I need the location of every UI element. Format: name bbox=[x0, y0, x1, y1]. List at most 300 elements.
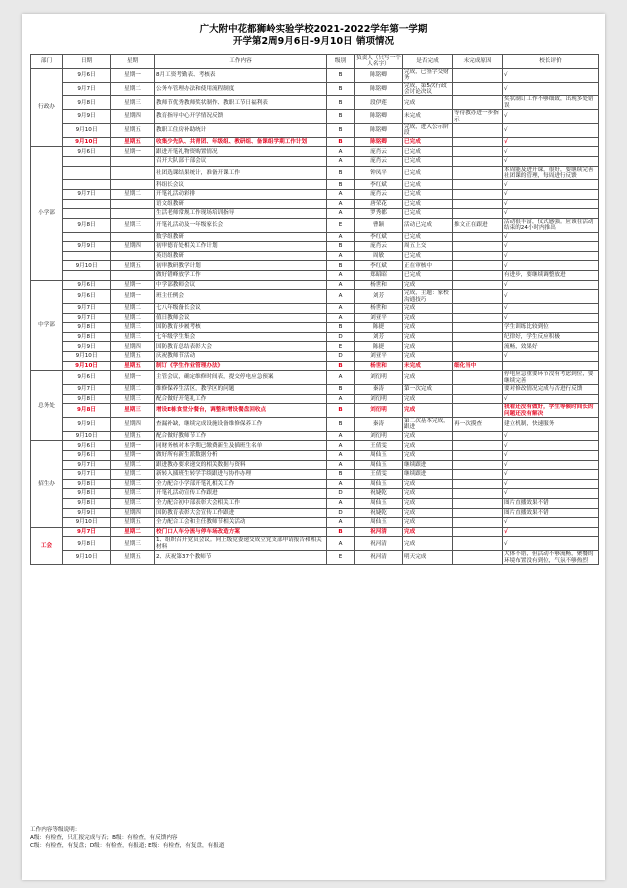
page-title bbox=[22, 24, 605, 48]
dept-cell: 行政办 bbox=[31, 68, 63, 147]
date-cell: 9月6日 bbox=[63, 451, 111, 461]
table-row bbox=[31, 180, 599, 190]
status-cell: 已完成 bbox=[403, 209, 453, 219]
status-cell: 已完成 bbox=[403, 232, 453, 242]
weekday-cell: 星期二 bbox=[111, 460, 155, 470]
date-cell bbox=[63, 232, 111, 242]
content-cell: 教师节优秀教师奖状制作、教职工节日福利表 bbox=[155, 96, 327, 110]
owner-cell: 陈铭卿 bbox=[355, 110, 403, 124]
reason-cell bbox=[453, 394, 503, 404]
table-row bbox=[31, 242, 599, 252]
content-cell: 校门口人车分流与停车场改造方案 bbox=[155, 527, 327, 537]
table-row bbox=[31, 166, 599, 180]
table-row bbox=[31, 209, 599, 219]
eval-cell: 图片直播效果不错 bbox=[503, 498, 599, 508]
reason-cell bbox=[453, 451, 503, 461]
eval-cell: √ bbox=[503, 190, 599, 200]
dept-cell: 工会 bbox=[31, 527, 63, 564]
eval-cell: √ bbox=[503, 232, 599, 242]
date-cell: 9月6日 bbox=[63, 371, 111, 385]
reason-cell: 再一次摸查 bbox=[453, 418, 503, 432]
table-row bbox=[31, 460, 599, 470]
level-cell: B bbox=[327, 110, 355, 124]
owner-cell: 陈铭卿 bbox=[355, 82, 403, 96]
reason-cell bbox=[453, 180, 503, 190]
level-cell: B bbox=[327, 385, 355, 395]
level-notes bbox=[30, 826, 224, 850]
weekday-cell: 星期一 bbox=[111, 147, 155, 157]
level-cell: B bbox=[327, 470, 355, 480]
content-cell: 查漏补缺，继续完成设施设备维修保养工作 bbox=[155, 418, 327, 432]
table-row bbox=[31, 271, 599, 281]
document-page bbox=[22, 14, 605, 880]
eval-cell: 流畅，效果好 bbox=[503, 342, 599, 352]
reason-cell bbox=[453, 527, 503, 537]
reason-cell bbox=[453, 242, 503, 252]
level-cell: A bbox=[327, 304, 355, 314]
content-cell: 主管会议，确定维修时间表，提交停电应急预案 bbox=[155, 371, 327, 385]
eval-cell: √ bbox=[503, 180, 599, 190]
table-row bbox=[31, 385, 599, 395]
weekday-cell: 星期二 bbox=[111, 190, 155, 200]
level-cell: E bbox=[327, 218, 355, 232]
owner-cell: 陈铭卿 bbox=[355, 124, 403, 138]
weekday-cell bbox=[111, 180, 155, 190]
owner-cell: 刘亚平 bbox=[355, 313, 403, 323]
eval-cell: √ bbox=[503, 110, 599, 124]
date-cell bbox=[63, 271, 111, 281]
status-cell: 完成 bbox=[403, 323, 453, 333]
status-cell: 完成 bbox=[403, 441, 453, 451]
dept-cell: 中学部 bbox=[31, 280, 63, 371]
level-cell: B bbox=[327, 180, 355, 190]
owner-cell: 祝河清 bbox=[355, 551, 403, 565]
table-row bbox=[31, 479, 599, 489]
level-cell: A bbox=[327, 479, 355, 489]
content-cell: 召开大队部干部会议 bbox=[155, 157, 327, 167]
owner-cell: 钟凤平 bbox=[355, 166, 403, 180]
date-cell: 9月7日 bbox=[63, 82, 111, 96]
table-row bbox=[31, 290, 599, 304]
content-cell: 七八年级备长会议 bbox=[155, 304, 327, 314]
table-row bbox=[31, 489, 599, 499]
date-cell: 9月8日 bbox=[63, 394, 111, 404]
content-cell: 语文组教研 bbox=[155, 199, 327, 209]
owner-cell: 陈铭卿 bbox=[355, 137, 403, 147]
content-cell: 8月工资考勤表、考核表 bbox=[155, 68, 327, 82]
content-cell: 值日教师会议 bbox=[155, 313, 327, 323]
reason-cell bbox=[453, 166, 503, 180]
content-cell: 维修保养生活区，教学区的问题 bbox=[155, 385, 327, 395]
level-cell: A bbox=[327, 518, 355, 528]
content-cell: 配合做好教师节工作 bbox=[155, 431, 327, 441]
level-cell: A bbox=[327, 537, 355, 551]
eval-cell: √ bbox=[503, 209, 599, 219]
date-cell: 9月9日 bbox=[63, 110, 111, 124]
table-body bbox=[31, 68, 599, 564]
weekday-cell: 星期一 bbox=[111, 68, 155, 82]
level-cell: A bbox=[327, 209, 355, 219]
reason-cell bbox=[453, 431, 503, 441]
level-cell: B bbox=[327, 124, 355, 138]
content-cell: 班主任例会 bbox=[155, 290, 327, 304]
level-cell: A bbox=[327, 147, 355, 157]
content-cell: 初审德育处相关工作计划 bbox=[155, 242, 327, 252]
reason-cell bbox=[453, 68, 503, 82]
reason-cell bbox=[453, 508, 503, 518]
content-cell: 中学部教师会议 bbox=[155, 280, 327, 290]
status-cell: 正在审核中 bbox=[403, 261, 453, 271]
level-cell: A bbox=[327, 451, 355, 461]
owner-cell: 秦涛 bbox=[355, 418, 403, 432]
level-cell: B bbox=[327, 261, 355, 271]
date-cell: 9月10日 bbox=[63, 361, 111, 371]
date-cell: 9月10日 bbox=[63, 551, 111, 565]
content-cell: 初审教研教学计划 bbox=[155, 261, 327, 271]
level-cell: A bbox=[327, 199, 355, 209]
owner-cell: 刘衍明 bbox=[355, 394, 403, 404]
table-row bbox=[31, 280, 599, 290]
status-cell: 完成 bbox=[403, 304, 453, 314]
status-cell: 未完成 bbox=[403, 110, 453, 124]
content-cell: 增设E栋食堂分餐台，调整和增设餐盘回收点 bbox=[155, 404, 327, 418]
weekday-cell: 星期三 bbox=[111, 404, 155, 418]
weekday-cell bbox=[111, 157, 155, 167]
eval-cell bbox=[503, 361, 599, 371]
date-cell: 9月10日 bbox=[63, 137, 111, 147]
table-row bbox=[31, 323, 599, 333]
weekday-cell: 星期三 bbox=[111, 218, 155, 232]
table-row bbox=[31, 441, 599, 451]
content-cell: 庆祝教师节活动 bbox=[155, 352, 327, 362]
content-cell: 跟进开笔礼物资购置情况 bbox=[155, 147, 327, 157]
level-cell: E bbox=[327, 342, 355, 352]
date-cell: 9月8日 bbox=[63, 404, 111, 418]
eval-cell: 大体不错，但活动不够流畅，聚餐的环境布置没有到位，气氛不够热烈 bbox=[503, 551, 599, 565]
table-row bbox=[31, 304, 599, 314]
content-cell: 跟进教办要求递交的相关数据与资料 bbox=[155, 460, 327, 470]
status-cell: 已完成 bbox=[403, 199, 453, 209]
content-cell: 科组长会议 bbox=[155, 180, 327, 190]
reason-cell bbox=[453, 96, 503, 110]
content-cell: 七年级学生集会 bbox=[155, 332, 327, 342]
eval-cell: 建立机制，快速服务 bbox=[503, 418, 599, 432]
date-cell: 9月8日 bbox=[63, 479, 111, 489]
reason-cell bbox=[453, 313, 503, 323]
owner-cell: 秦涛 bbox=[355, 385, 403, 395]
owner-cell: 周仙玉 bbox=[355, 498, 403, 508]
eval-cell: 本周能及进开课，很好，要继续完善社团课的管理，每周进行反馈 bbox=[503, 166, 599, 180]
notes-line-1: 工作内容等级说明： bbox=[30, 827, 81, 833]
reason-cell bbox=[453, 371, 503, 385]
date-cell: 9月7日 bbox=[63, 385, 111, 395]
status-cell: 已完成 bbox=[403, 137, 453, 147]
reason-cell bbox=[453, 147, 503, 157]
date-cell: 9月9日 bbox=[63, 342, 111, 352]
date-cell: 9月6日 bbox=[63, 68, 111, 82]
level-cell: B bbox=[327, 361, 355, 371]
content-cell: 全力配合小学部开笔礼相关工作 bbox=[155, 479, 327, 489]
eval-cell: √ bbox=[503, 527, 599, 537]
table-row bbox=[31, 371, 599, 385]
table-row bbox=[31, 137, 599, 147]
table-row bbox=[31, 232, 599, 242]
weekday-cell bbox=[111, 232, 155, 242]
reason-cell: 等待教办进一步指示 bbox=[453, 110, 503, 124]
level-cell: A bbox=[327, 394, 355, 404]
level-cell: B bbox=[327, 323, 355, 333]
eval-cell: 有进步，要继续调整放进 bbox=[503, 271, 599, 281]
owner-cell: 杨世和 bbox=[355, 280, 403, 290]
weekday-cell: 星期五 bbox=[111, 361, 155, 371]
reason-cell bbox=[453, 271, 503, 281]
date-cell bbox=[63, 199, 111, 209]
reason-cell bbox=[453, 280, 503, 290]
weekday-cell: 星期二 bbox=[111, 304, 155, 314]
owner-cell: 周仙玉 bbox=[355, 460, 403, 470]
date-cell: 9月8日 bbox=[63, 323, 111, 333]
content-cell: 生活老师常规工作现场培训指导 bbox=[155, 209, 327, 219]
eval-cell: √ bbox=[503, 290, 599, 304]
level-cell: D bbox=[327, 508, 355, 518]
table-row bbox=[31, 157, 599, 167]
table-row bbox=[31, 110, 599, 124]
date-cell: 9月6日 bbox=[63, 147, 111, 157]
reason-cell bbox=[453, 489, 503, 499]
eval-cell: √ bbox=[503, 394, 599, 404]
status-cell: 完成 bbox=[403, 479, 453, 489]
eval-cell: √ bbox=[503, 124, 599, 138]
owner-cell: 祝婕乾 bbox=[355, 489, 403, 499]
content-cell: 教育指导中心开学情况反馈 bbox=[155, 110, 327, 124]
header-date: 日期 bbox=[63, 55, 111, 69]
status-cell: 完成 bbox=[403, 280, 453, 290]
owner-cell: 周仙玉 bbox=[355, 479, 403, 489]
eval-cell: √ bbox=[503, 199, 599, 209]
weekday-cell: 星期一 bbox=[111, 290, 155, 304]
status-cell: 第二次基本完成，跟进 bbox=[403, 418, 453, 432]
date-cell: 9月8日 bbox=[63, 537, 111, 551]
level-cell: A bbox=[327, 498, 355, 508]
date-cell: 9月6日 bbox=[63, 290, 111, 304]
reason-cell bbox=[453, 251, 503, 261]
owner-cell: 周敏 bbox=[355, 251, 403, 261]
status-cell: 完成 bbox=[403, 313, 453, 323]
weekday-cell bbox=[111, 209, 155, 219]
eval-cell: √ bbox=[503, 304, 599, 314]
level-cell: B bbox=[327, 82, 355, 96]
weekday-cell: 星期五 bbox=[111, 518, 155, 528]
reason-cell bbox=[453, 352, 503, 362]
content-cell: 同财务核对本学期已缴费新生及插班生名单 bbox=[155, 441, 327, 451]
table-row bbox=[31, 124, 599, 138]
reason-cell bbox=[453, 261, 503, 271]
level-cell: A bbox=[327, 431, 355, 441]
weekday-cell: 星期一 bbox=[111, 280, 155, 290]
table-row bbox=[31, 551, 599, 565]
content-cell: 开笔礼活动彩排 bbox=[155, 190, 327, 200]
status-cell: 已完成 bbox=[403, 166, 453, 180]
content-cell: 公务车管理办法和使用流程制度 bbox=[155, 82, 327, 96]
header-owner: 负责人（只写一个人名字） bbox=[356, 55, 401, 68]
weekday-cell: 星期三 bbox=[111, 323, 155, 333]
table-row bbox=[31, 332, 599, 342]
level-cell: B bbox=[327, 527, 355, 537]
owner-cell: 刘芳 bbox=[355, 332, 403, 342]
status-cell: 完成 bbox=[403, 527, 453, 537]
weekday-cell bbox=[111, 271, 155, 281]
status-cell: 明天完成 bbox=[403, 551, 453, 565]
table-row bbox=[31, 313, 599, 323]
weekday-cell: 星期五 bbox=[111, 124, 155, 138]
level-cell: B bbox=[327, 68, 355, 82]
content-cell: 2、庆祝第37个教师节 bbox=[155, 551, 327, 565]
owner-cell: 王倩雯 bbox=[355, 441, 403, 451]
level-cell: E bbox=[327, 551, 355, 565]
reason-cell bbox=[453, 404, 503, 418]
eval-cell: √ bbox=[503, 479, 599, 489]
eval-cell: 活动很丰富，仪式感强。应该在活动结束的24小时内推出 bbox=[503, 218, 599, 232]
dept-cell: 小学部 bbox=[31, 147, 63, 280]
date-cell: 9月7日 bbox=[63, 304, 111, 314]
date-cell: 9月8日 bbox=[63, 489, 111, 499]
reason-cell bbox=[453, 232, 503, 242]
date-cell bbox=[63, 180, 111, 190]
table-row bbox=[31, 404, 599, 418]
date-cell: 9月8日 bbox=[63, 498, 111, 508]
content-cell: 国防教育步履考核 bbox=[155, 323, 327, 333]
weekday-cell: 星期三 bbox=[111, 332, 155, 342]
eval-cell: √ bbox=[503, 441, 599, 451]
level-cell: D bbox=[327, 352, 355, 362]
table-row bbox=[31, 261, 599, 271]
header-dept: 部门 bbox=[31, 55, 63, 69]
date-cell: 9月7日 bbox=[63, 190, 111, 200]
status-cell: 第一次完成 bbox=[403, 385, 453, 395]
status-cell: 完成，进入公示阶段 bbox=[403, 124, 453, 138]
eval-cell: √ bbox=[503, 68, 599, 82]
eval-cell: 我看还没有做好，学生等候时间长的问题还没有解决 bbox=[503, 404, 599, 418]
owner-cell: 庞肖云 bbox=[355, 242, 403, 252]
status-cell: 完成 bbox=[403, 451, 453, 461]
table-row bbox=[31, 537, 599, 551]
date-cell bbox=[63, 251, 111, 261]
weekday-cell: 星期四 bbox=[111, 508, 155, 518]
dept-cell: 招生办 bbox=[31, 441, 63, 527]
content-cell: 全力配合工会和主任教师节相关活动 bbox=[155, 518, 327, 528]
eval-cell: 停电应急重要环节没有考虑到位，要继续完善 bbox=[503, 371, 599, 385]
level-cell: A bbox=[327, 280, 355, 290]
eval-cell: √ bbox=[503, 280, 599, 290]
date-cell: 9月9日 bbox=[63, 242, 111, 252]
owner-cell: 郑昭昭 bbox=[355, 271, 403, 281]
reason-cell bbox=[453, 137, 503, 147]
content-cell: 国防教育表彰大会宣传工作跟进 bbox=[155, 508, 327, 518]
date-cell: 9月10日 bbox=[63, 518, 111, 528]
reason-cell bbox=[453, 551, 503, 565]
owner-cell: 刘衍明 bbox=[355, 431, 403, 441]
owner-cell: 杨世和 bbox=[355, 361, 403, 371]
owner-cell: 庞肖云 bbox=[355, 147, 403, 157]
status-cell: 完成 bbox=[403, 508, 453, 518]
reason-cell bbox=[453, 124, 503, 138]
status-cell: 完成 bbox=[403, 404, 453, 418]
reason-cell bbox=[453, 332, 503, 342]
weekday-cell: 星期四 bbox=[111, 342, 155, 352]
owner-cell: 李红斌 bbox=[355, 232, 403, 242]
eval-cell: √ bbox=[503, 313, 599, 323]
weekday-cell: 星期五 bbox=[111, 261, 155, 271]
table-row bbox=[31, 218, 599, 232]
reason-cell bbox=[453, 460, 503, 470]
eval-cell: √ bbox=[503, 518, 599, 528]
header-status: 是否完成 bbox=[403, 55, 453, 69]
weekday-cell: 星期三 bbox=[111, 489, 155, 499]
eval-cell: 要对修改情况完成与否进行反馈 bbox=[503, 385, 599, 395]
level-cell: D bbox=[327, 489, 355, 499]
content-cell: 开笔礼活动宣传工作跟进 bbox=[155, 489, 327, 499]
date-cell: 9月7日 bbox=[63, 470, 111, 480]
status-cell: 完成 bbox=[403, 96, 453, 110]
status-cell: 完成 bbox=[403, 537, 453, 551]
date-cell: 9月8日 bbox=[63, 218, 111, 232]
title-line-1: 广大附中花都狮岭实验学校2021-2022学年第一学期 bbox=[199, 24, 428, 35]
weekday-cell: 星期一 bbox=[111, 441, 155, 451]
weekday-cell: 星期三 bbox=[111, 479, 155, 489]
owner-cell: 祝河清 bbox=[355, 537, 403, 551]
reason-cell bbox=[453, 537, 503, 551]
eval-cell: √ bbox=[503, 147, 599, 157]
date-cell: 9月9日 bbox=[63, 418, 111, 432]
weekday-cell: 星期三 bbox=[111, 394, 155, 404]
eval-cell: √ bbox=[503, 460, 599, 470]
weekday-cell: 星期五 bbox=[111, 551, 155, 565]
notes-line-2: A级：有检查，只汇报完成与否；B级：有检查，有反馈内容 bbox=[30, 835, 178, 841]
owner-cell: 陈捷 bbox=[355, 342, 403, 352]
content-cell: 制订《学生作业管理办法》 bbox=[155, 361, 327, 371]
eval-cell: √ bbox=[503, 251, 599, 261]
owner-cell: 王倩雯 bbox=[355, 470, 403, 480]
level-cell: B bbox=[327, 418, 355, 432]
date-cell bbox=[63, 166, 111, 180]
level-cell: D bbox=[327, 332, 355, 342]
reason-cell bbox=[453, 82, 503, 96]
status-cell: 已完成 bbox=[403, 147, 453, 157]
content-cell: 开笔礼活动及一年级家长会 bbox=[155, 218, 327, 232]
table-row bbox=[31, 498, 599, 508]
date-cell bbox=[63, 209, 111, 219]
level-cell: A bbox=[327, 313, 355, 323]
level-cell: A bbox=[327, 157, 355, 167]
status-cell: 未完成 bbox=[403, 361, 453, 371]
owner-cell: 刘衍明 bbox=[355, 371, 403, 385]
eval-cell: √ bbox=[503, 352, 599, 362]
date-cell: 9月7日 bbox=[63, 527, 111, 537]
content-cell: 收集少先队、共青团、年级组、教研组、备课组学期工作计划 bbox=[155, 137, 327, 147]
content-cell: 新转入插班生转学手续跟进与协作办理 bbox=[155, 470, 327, 480]
reason-cell bbox=[453, 479, 503, 489]
owner-cell: 李红斌 bbox=[355, 261, 403, 271]
level-cell: A bbox=[327, 271, 355, 281]
content-cell: 英语组教研 bbox=[155, 251, 327, 261]
reason-cell bbox=[453, 157, 503, 167]
reason-cell bbox=[453, 290, 503, 304]
header-content: 工作内容 bbox=[155, 55, 327, 69]
eval-cell: √ bbox=[503, 261, 599, 271]
owner-cell: 刘衍明 bbox=[355, 404, 403, 418]
eval-cell: √ bbox=[503, 431, 599, 441]
content-cell: 做好错峰放学工作 bbox=[155, 271, 327, 281]
